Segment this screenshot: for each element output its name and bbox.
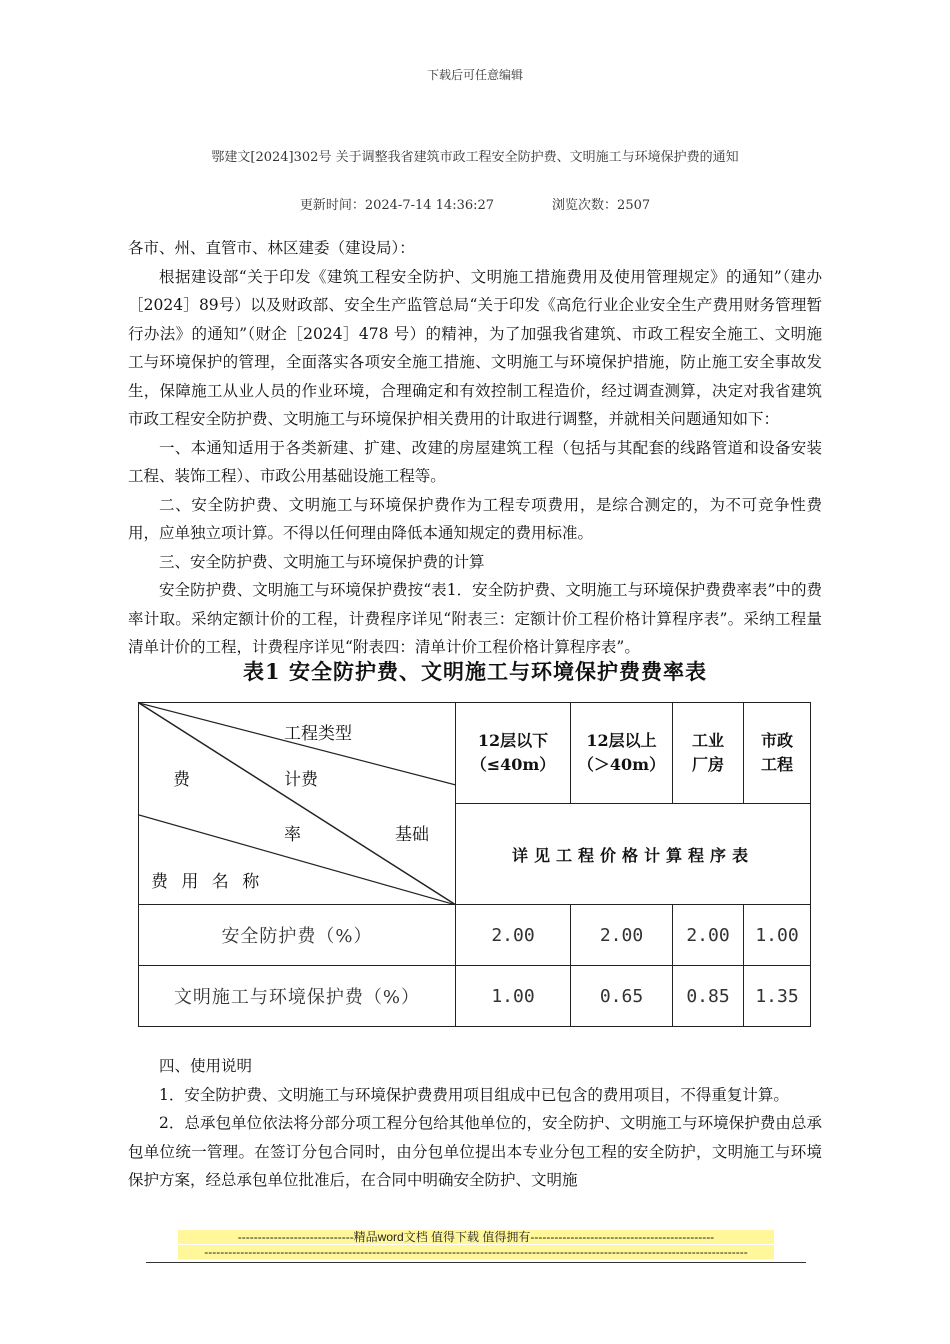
usage-notes bbox=[128, 1052, 822, 1195]
document-title: 鄂建文[2024]302号 关于调整我省建筑市政工程安全防护费、文明施工与环境保护费的通知 bbox=[211, 150, 739, 165]
fee-name-cell: 文明施工与环境保护费（%） bbox=[139, 966, 456, 1027]
paragraph: 安全防护费、文明施工与环境保护费按“表1．安全防护费、文明施工与环境保护费费率表”中的费率计取。采纳定额计价的工程，计费程序详见“附表三：定额计价工程价格计算程序表”。采纳工程量清单计价的工程，计费程序详见“附表四：清单计价工程价格计算程序表”。 bbox=[128, 581, 822, 656]
meta-info bbox=[0, 194, 950, 213]
footer-banner: -----------------------------精品word文档 值得下载 值得拥有---------------------------------------------- bbox=[178, 1230, 774, 1244]
view-count: 浏览次数：2507 bbox=[552, 198, 651, 213]
column-header: 市政 工程 bbox=[744, 703, 811, 804]
label-rate: 率 bbox=[284, 825, 301, 845]
diagonal-header-cell bbox=[139, 703, 456, 905]
rate-value: 1.35 bbox=[744, 966, 811, 1027]
label-fee: 费 bbox=[173, 770, 190, 790]
column-header: 12层以上 （＞40m） bbox=[571, 703, 673, 804]
paragraph: 2．总承包单位依法将分部分项工程分包给其他单位的，安全防护、文明施工与环境保护费由总承包单位统一管理。在签订分包合同时，由分包单位提出本专业分包工程的安全防护，文明施工与环境保护方案，经总承包单位批准后，在合同中明确安全防护、文明施 bbox=[128, 1114, 822, 1189]
label-calc-fee: 计费 bbox=[284, 770, 318, 790]
paragraph: 根据建设部“关于印发《建筑工程安全防护、文明施工措施费用及使用管理规定》的通知”（建办［2024］89号）以及财政部、安全生产监管总局“关于印发《高危行业企业安全生产费用财务管理暂行办法》的通知”（财企［2024］478 号）的精神，为了加强我省建筑、市政工程安全施工、文明施工与环境保护的管理，全面落实各项安全施工措施、文明施工与环境保护措施，防止施工安全事故发生，保障施工从业人员的作业环境，合理确定和有效控制工程造价，经过调查测算，决定对我省建筑市政工程安全防护费、文明施工与环境保护相关费用的计取进行调整，并就相关问题通知如下： bbox=[128, 267, 822, 428]
basis-detail-cell: 详见工程价格计算程序表 bbox=[456, 804, 811, 905]
footer-divider bbox=[146, 1262, 806, 1263]
column-header: 12层以下 （≤40m） bbox=[456, 703, 571, 804]
paragraph: 二、安全防护费、文明施工与环境保护费作为工程专项费用，是综合测定的，为不可竞争性费用，应单独立项计算。不得以任何理由降低本通知规定的费用标准。 bbox=[128, 495, 822, 542]
paragraph: 一、本通知适用于各类新建、扩建、改建的房屋建筑工程（包括与其配套的线路管道和设备安装工程、装饰工程）、市政公用基础设施工程等。 bbox=[128, 438, 822, 485]
fee-name-cell: 安全防护费（%） bbox=[139, 905, 456, 966]
update-time: 更新时间：2024-7-14 14:36:27 bbox=[299, 198, 495, 213]
header-note: 下载后可任意编辑 bbox=[426, 68, 523, 82]
rate-value: 2.00 bbox=[571, 905, 673, 966]
body-text bbox=[128, 234, 822, 662]
paragraph: 1．安全防护费、文明施工与环境保护费费用项目组成中已包含的费用项目，不得重复计算。 bbox=[159, 1085, 789, 1104]
rate-value: 1.00 bbox=[456, 966, 571, 1027]
column-header: 工业 厂房 bbox=[673, 703, 744, 804]
label-project-type: 工程类型 bbox=[284, 724, 352, 744]
section-heading: 四、使用说明 bbox=[159, 1057, 253, 1075]
footer-dashes: ---------------------------------------------------------------------------------------------------------------------------------------- bbox=[178, 1245, 774, 1259]
rate-value: 0.65 bbox=[571, 966, 673, 1027]
label-basis: 基础 bbox=[395, 825, 429, 845]
table-title: 表1 安全防护费、文明施工与环境保护费费率表 bbox=[243, 659, 707, 684]
fee-rate-table bbox=[138, 702, 811, 1027]
rate-value: 1.00 bbox=[744, 905, 811, 966]
rate-value: 0.85 bbox=[673, 966, 744, 1027]
label-fee-name: 费 用 名 称 bbox=[151, 872, 264, 892]
paragraph: 三、安全防护费、文明施工与环境保护费的计算 bbox=[159, 552, 485, 571]
rate-value: 2.00 bbox=[456, 905, 571, 966]
rate-value: 2.00 bbox=[673, 905, 744, 966]
salutation: 各市、州、直管市、林区建委（建设局）： bbox=[128, 239, 415, 257]
